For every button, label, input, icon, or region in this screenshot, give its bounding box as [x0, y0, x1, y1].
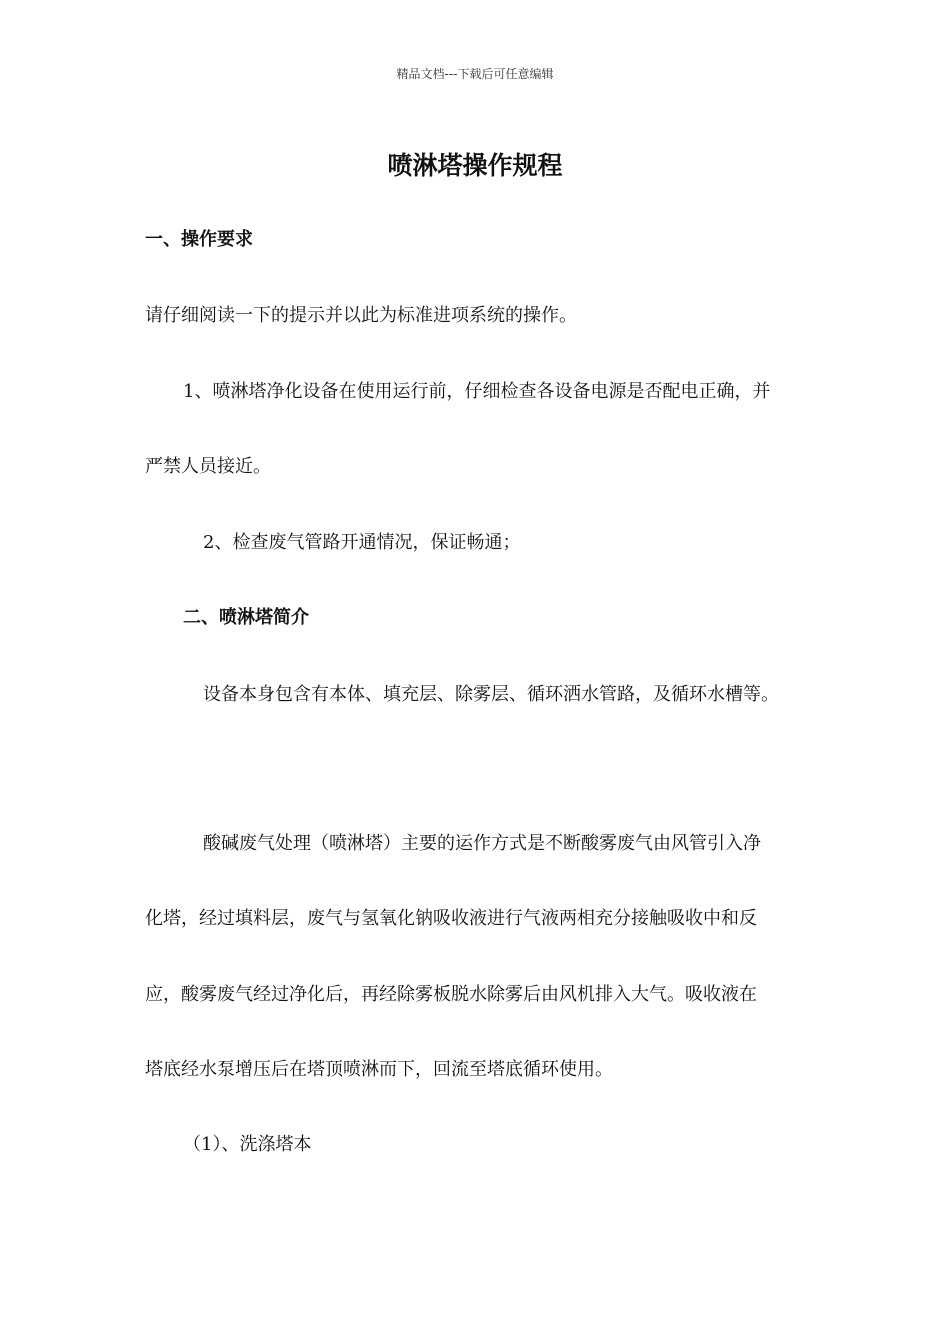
page-header: 精品文档---下载后可任意编辑 [396, 67, 554, 81]
paragraph-equipment: 设备本身包含有本体、填充层、除雾层、循环洒水管路，及循环水槽等。 [203, 684, 779, 705]
section-heading-requirements: 一、操作要求 [145, 229, 253, 250]
document-title: 喷淋塔操作规程 [387, 151, 563, 180]
item-1-line-1: 1、喷淋塔净化设备在使用运行前，仔细检查各设备电源是否配电正确，并 [183, 381, 771, 402]
paragraph-process-line-2: 化塔，经过填料层，废气与氢氧化钠吸收液进行气液两相充分接触吸收中和反 [145, 908, 757, 929]
paragraph-process-line-4: 塔底经水泵增压后在塔顶喷淋而下，回流至塔底循环使用。 [145, 1059, 613, 1080]
paragraph-process-line-1: 酸碱废气处理（喷淋塔）主要的运作方式是不断酸雾废气由风管引入净 [203, 833, 761, 854]
intro-paragraph: 请仔细阅读一下的提示并以此为标准进项系统的操作。 [145, 305, 577, 326]
paragraph-process-line-3: 应，酸雾废气经过净化后，再经除雾板脱水除雾后由风机排入大气。吸收液在 [145, 984, 757, 1005]
item-1-line-2: 严禁人员接近。 [145, 456, 271, 477]
section-heading-intro: 二、喷淋塔简介 [183, 607, 309, 628]
item-2: 2、检查废气管路开通情况，保证畅通； [203, 532, 521, 553]
subsection-washing-tower: （1）、洗涤塔本 [183, 1134, 312, 1155]
